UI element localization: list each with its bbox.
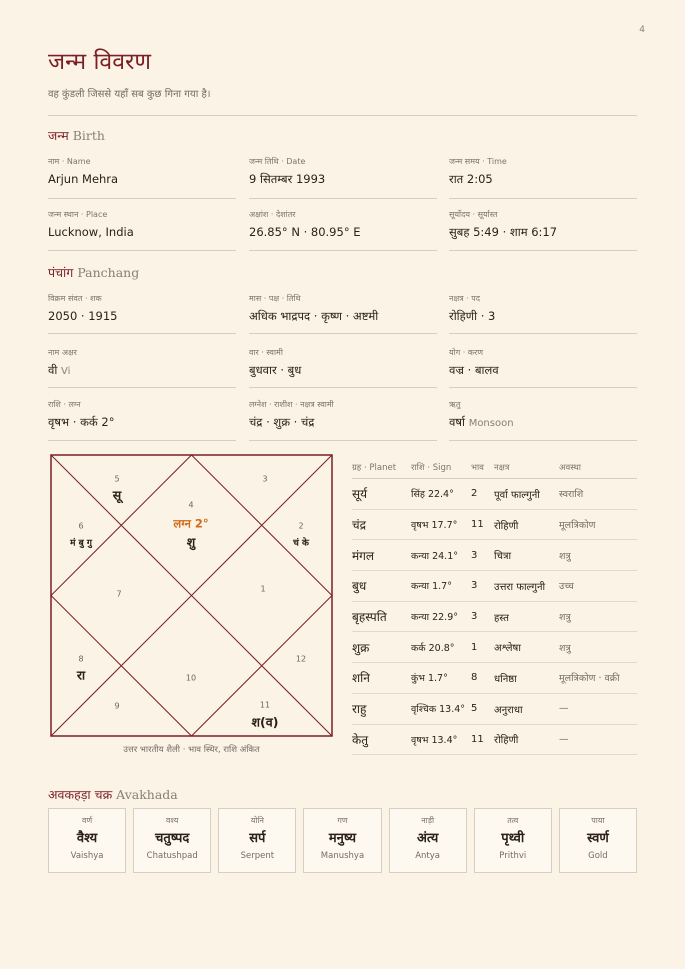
divider (48, 115, 637, 116)
house-4-sign: 7 (116, 589, 122, 599)
table-header-row (352, 456, 637, 479)
card-value: स्वर्ण (587, 831, 609, 846)
panchang-field-samvat (48, 293, 236, 325)
house-11-sign: 2 (298, 521, 304, 531)
planet-sign: कन्या 24.1° (411, 540, 471, 571)
planet-nakshatra: धनिष्ठा (494, 663, 559, 694)
card-key: नाड़ी (421, 816, 435, 825)
panchang-field-yoga (449, 347, 637, 379)
planet-name: शुक्र (352, 632, 411, 663)
avakhada-heading-en: Avakhada (116, 787, 178, 802)
planet-name: सूर्य (352, 479, 411, 510)
planet-name: चंद्र (352, 509, 411, 540)
planet-sign: कन्या 22.9° (411, 601, 471, 632)
field-value: अधिक भाद्रपद · कृष्ण · अष्टमी (249, 309, 379, 323)
card-english: Manushya (320, 851, 365, 861)
planet-nakshatra: रोहिणी (494, 724, 559, 755)
page-title: जन्म विवरण (48, 49, 152, 75)
card-english: Chatushpad (146, 851, 198, 861)
table-row (352, 540, 637, 571)
house-8-planets: श(व) (251, 714, 279, 730)
field-value: 9 सितम्बर 1993 (249, 172, 326, 186)
house-6-sign: 9 (114, 701, 120, 711)
birth-field-coordinates (249, 209, 437, 241)
planet-sign: वृषभ 17.7° (411, 509, 471, 540)
planet-house: 3 (471, 601, 494, 632)
planet-nakshatra: हस्त (494, 601, 559, 632)
planet-house: 5 (471, 693, 494, 724)
field-value: चंद्र · शुक्र · चंद्र (249, 415, 315, 429)
card-key: तत्व (507, 816, 519, 825)
card-english: Gold (588, 851, 608, 861)
birth-section-title (48, 127, 105, 144)
planet-house: 11 (471, 724, 494, 755)
column-header: ग्रह · Planet (352, 456, 411, 479)
avakhada-card-tatva (474, 808, 552, 873)
planet-house: 8 (471, 663, 494, 694)
house-5-sign: 8 (78, 654, 84, 664)
table-row (352, 632, 637, 663)
chart-caption: उत्तर भारतीय शैली · भाव स्थिर, राशि अंकित (123, 745, 260, 755)
planet-nakshatra: पूर्वा फाल्गुनी (494, 479, 559, 510)
house-3-planets: मं बु गु (70, 538, 92, 549)
planet-state: स्वराशि (559, 479, 637, 510)
field-label: जन्म स्थान · Place (48, 210, 108, 219)
planet-sign: वृषभ 13.4° (411, 724, 471, 755)
panchang-field-lords (249, 399, 437, 431)
field-value-sub: Vi (61, 366, 71, 377)
card-key: वर्ण (81, 816, 93, 825)
page-number: 4 (639, 25, 645, 35)
planet-sign: कर्क 20.8° (411, 632, 471, 663)
card-value: मनुष्य (328, 831, 357, 846)
column-header: अवस्था (559, 456, 637, 479)
panchang-field-rashi-lagna (48, 399, 236, 431)
house-9-sign: 12 (295, 654, 307, 664)
planet-name: बुध (352, 571, 411, 602)
avakhada-card-gana (303, 808, 381, 873)
field-label: लग्नेश · राशीश · नक्षत्र स्वामी (249, 400, 334, 409)
table-row (352, 724, 637, 755)
table-row (352, 509, 637, 540)
panchang-heading-hi: पंचांग (48, 265, 74, 280)
field-label: ऋतु (449, 400, 461, 409)
column-header: राशि · Sign (411, 456, 471, 479)
planet-nakshatra: रोहिणी (494, 509, 559, 540)
planet-sign: वृश्चिक 13.4° (411, 693, 471, 724)
card-english: Antya (415, 851, 441, 861)
planet-sign: सिंह 22.4° (411, 479, 471, 510)
planet-state: शत्रु (559, 632, 637, 663)
planet-nakshatra: चित्रा (494, 540, 559, 571)
page-subtitle: वह कुंडली जिससे यहाँ सब कुछ गिना गया है। (48, 89, 211, 100)
field-value: Arjun Mehra (48, 172, 119, 186)
house-5-planets: रा (76, 667, 86, 683)
field-value: 2050 · 1915 (48, 309, 118, 323)
house-8-sign: 11 (259, 700, 271, 710)
field-value: रात 2:05 (449, 172, 493, 186)
card-english: Vaishya (70, 851, 104, 861)
house-3-sign: 6 (78, 521, 84, 531)
card-value: अंत्य (417, 831, 439, 846)
avakhada-heading-hi: अवकहड़ा चक्र (48, 787, 113, 802)
house-11-planets: चं के (293, 538, 309, 549)
table-row (352, 479, 637, 510)
planet-house: 2 (471, 479, 494, 510)
card-key: योनि (250, 816, 264, 825)
house-12-sign: 3 (262, 474, 268, 484)
field-value: सुबह 5:49 · शाम 6:17 (449, 225, 558, 239)
card-english: Prithvi (499, 851, 527, 861)
field-label: जन्म समय · Time (449, 157, 507, 166)
planet-name: राहु (352, 693, 411, 724)
birth-field-time (449, 156, 637, 188)
panchang-heading-en: Panchang (77, 265, 140, 280)
avakhada-card-varna (48, 808, 126, 873)
planet-state: — (559, 724, 637, 755)
panchang-field-masa (249, 293, 437, 325)
field-label: सूर्योदय · सूर्यास्त (449, 210, 498, 219)
birth-field-name (48, 156, 236, 188)
planet-table (352, 456, 637, 755)
card-value: चतुष्पद (155, 831, 190, 846)
planet-nakshatra: अश्लेषा (494, 632, 559, 663)
house-1-sign: 4 (188, 500, 194, 510)
card-key: गण (337, 816, 348, 825)
planet-house: 3 (471, 571, 494, 602)
panchang-field-name-akshar (48, 347, 236, 381)
planet-sign: कन्या 1.7° (411, 571, 471, 602)
planet-name: बृहस्पति (352, 601, 411, 632)
field-value-sub: Monsoon (468, 418, 514, 429)
table-row (352, 663, 637, 694)
panchang-field-nakshatra (449, 293, 637, 325)
field-label: नाम अक्षर (48, 348, 77, 357)
planet-name: मंगल (352, 540, 411, 571)
field-value: वृषभ · कर्क 2° (48, 415, 115, 429)
field-label: वार · स्वामी (249, 348, 283, 357)
planet-state: शत्रु (559, 540, 637, 571)
field-value: वज्र · बालव (449, 363, 499, 377)
avakhada-card-yoni (218, 808, 296, 873)
avakhada-section-title (48, 786, 178, 803)
card-value: वैश्य (76, 831, 98, 846)
avakhada-card-vashya (133, 808, 211, 873)
planet-state: — (559, 693, 637, 724)
planet-nakshatra: उत्तरा फाल्गुनी (494, 571, 559, 602)
field-value: वी (48, 363, 58, 377)
lagna-label: लग्न 2° (173, 516, 209, 531)
card-key: वश्य (165, 816, 179, 825)
kundli-chart (50, 454, 333, 737)
planet-state: मूलत्रिकोण (559, 509, 637, 540)
field-value: बुधवार · बुध (249, 363, 302, 377)
field-value: 26.85° N · 80.95° E (249, 225, 361, 239)
table-row (352, 693, 637, 724)
field-label: अक्षांश · देशांतर (249, 210, 296, 219)
table-row (352, 571, 637, 602)
field-value: वर्षा (449, 415, 466, 429)
planet-name: शनि (352, 663, 411, 694)
planet-nakshatra: अनुराधा (494, 693, 559, 724)
planet-house: 1 (471, 632, 494, 663)
card-english: Serpent (240, 851, 275, 861)
table-row (352, 601, 637, 632)
birth-field-date (249, 156, 437, 188)
field-value: Lucknow, India (48, 225, 134, 239)
column-header: नक्षत्र (494, 456, 559, 479)
card-value: सर्प (249, 831, 266, 846)
birth-heading-hi: जन्म (48, 128, 69, 143)
house-2-sign: 5 (114, 474, 120, 484)
kundli-chart-lines (50, 454, 333, 737)
field-label: राशि · लग्न (48, 400, 81, 409)
house-10-sign: 1 (260, 584, 266, 594)
planet-state: उच्च (559, 571, 637, 602)
planet-sign: कुंभ 1.7° (411, 663, 471, 694)
panchang-section-title (48, 264, 139, 281)
field-label: मास · पक्ष · तिथि (249, 294, 301, 303)
avakhada-card-nadi (389, 808, 467, 873)
house-7-sign: 10 (185, 673, 197, 683)
field-label: नाम · Name (48, 157, 91, 166)
field-label: योग · करण (449, 348, 484, 357)
avakhada-card-paya (559, 808, 637, 873)
avakhada-cards (48, 808, 637, 873)
planet-state: मूलत्रिकोण · वक्री (559, 663, 637, 694)
planet-house: 3 (471, 540, 494, 571)
card-value: पृथ्वी (501, 831, 525, 846)
panchang-field-vaar (249, 347, 437, 379)
field-label: जन्म तिथि · Date (249, 157, 306, 166)
panchang-field-ritu (449, 399, 637, 433)
birth-field-place (48, 209, 236, 241)
house-2-planets: सू (112, 487, 122, 503)
card-key: पाया (591, 816, 605, 825)
birth-field-sunrise-sunset (449, 209, 637, 241)
column-header: भाव (471, 456, 494, 479)
field-label: विक्रम संवत · शक (48, 294, 102, 303)
planet-name: केतु (352, 724, 411, 755)
planet-state: शत्रु (559, 601, 637, 632)
birth-heading-en: Birth (72, 128, 105, 143)
field-label: नक्षत्र · पद (449, 294, 481, 303)
planet-house: 11 (471, 509, 494, 540)
house-1-planets: शु (186, 534, 196, 550)
field-value: रोहिणी · 3 (449, 309, 496, 323)
